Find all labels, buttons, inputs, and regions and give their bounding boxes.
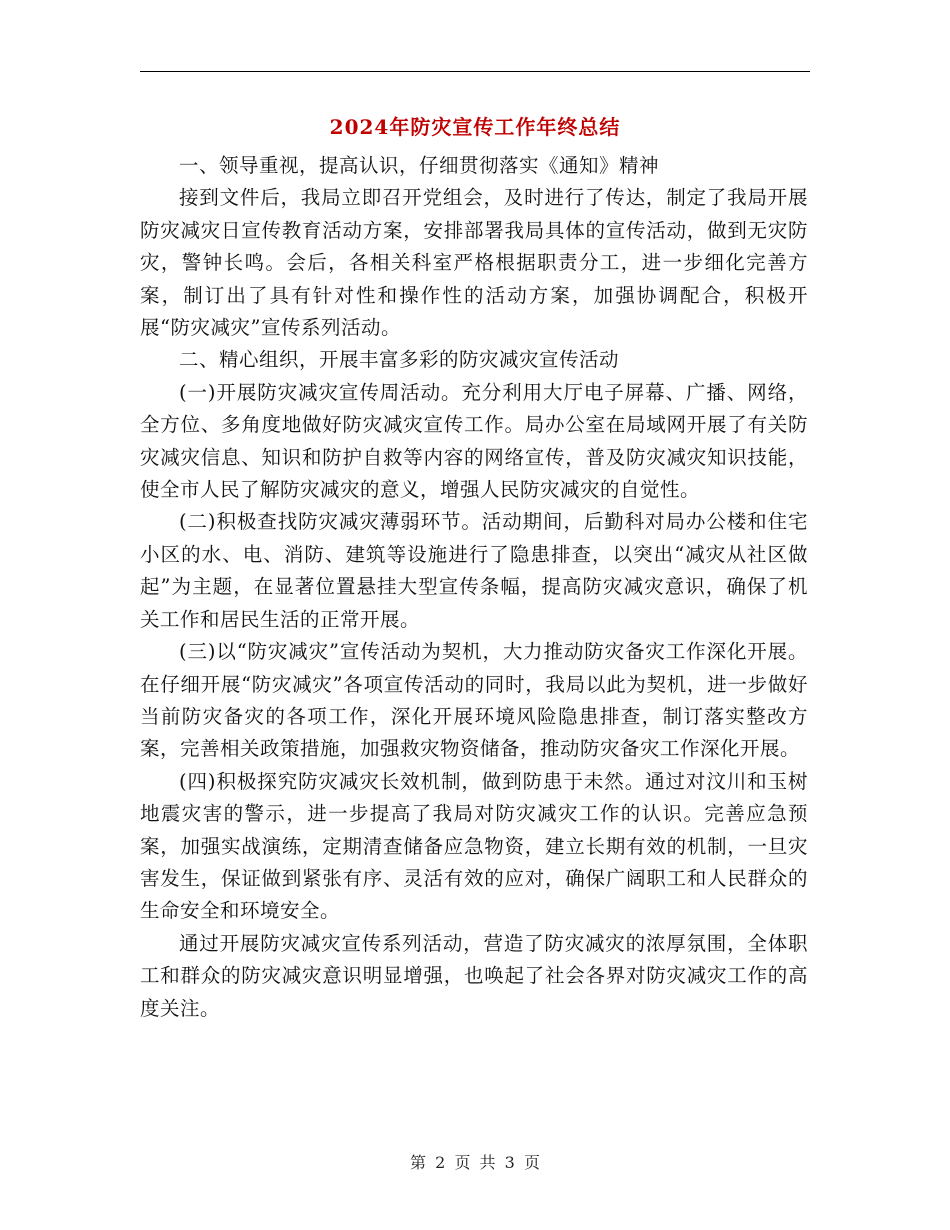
paragraph: (四)积极探究防灾减灾长效机制，做到防患于未然。通过对汶川和玉树地震灾害的警示，进一步提高了我局对防灾减灾工作的认识。完善应急预案，加强实战演练，定期清查储备应急物资，建立长期有效的机制，一旦灾害发生，保证做到紧张有序、灵活有效的应对，确保广阔职工和人民群众的生命安全和环境安全。	[140, 769, 808, 923]
header-rule	[140, 71, 810, 72]
footer-total-prefix: 共	[479, 1153, 496, 1172]
closing-paragraph: 通过开展防灾减灾宣传系列活动，营造了防灾减灾的浓厚氛围，全体职工和群众的防灾减灾意识明显增强，也唤起了社会各界对防灾减灾工作的高度关注。	[140, 931, 808, 1020]
footer-total-pages: 3	[504, 1153, 515, 1172]
paragraph: (一)开展防灾减灾宣传周活动。充分利用大厅电子屏幕、广播、网络，全方位、多角度地做好防灾减灾宣传工作。局办公室在局域网开展了有关防灾减灾信息、知识和防护自救等内容的网络宣传，普及防灾减灾知识技能，使全市人民了解防灾减灾的意义，增强人民防灾减灾的自觉性。	[140, 380, 808, 502]
paragraph: 接到文件后，我局立即召开党组会，及时进行了传达，制定了我局开展防灾减灾日宣传教育活动方案，安排部署我局具体的宣传活动，做到无灾防灾，警钟长鸣。会后，各相关科室严格根据职责分工，进一步细化完善方案，制订出了具有针对性和操作性的活动方案，加强协调配合，积极开展“防灾减灾”宣传系列活动。	[140, 186, 808, 340]
paragraph: (三)以“防灾减灾”宣传活动为契机，大力推动防灾备灾工作深化开展。在仔细开展“防灾减灾”各项宣传活动的同时，我局以此为契机，进一步做好当前防灾备灾的各项工作，深化开展环境风险隐患排查，制订落实整改方案，完善相关政策措施，加强救灾物资储备，推动防灾备灾工作深化开展。	[140, 640, 808, 761]
section-heading-2: 二、精心组织，开展丰富多彩的防灾减灾宣传活动	[179, 348, 620, 372]
section-heading-1: 一、领导重视，提高认识，仔细贯彻落实《通知》精神	[179, 154, 660, 177]
document-title: 2024年防灾宣传工作年终总结	[329, 115, 621, 139]
footer-suffix: 页	[523, 1153, 540, 1172]
paragraph: (二)积极查找防灾减灾薄弱环节。活动期间，后勤科对局办公楼和住宅小区的水、电、消防、建筑等设施进行了隐患排查，以突出“减灾从社区做起”为主题，在显著位置悬挂大型宣传条幅，提高防灾减灾意识，确保了机关工作和居民生活的正常开展。	[140, 510, 808, 631]
footer-prefix: 第	[410, 1153, 427, 1172]
page-footer	[0, 1152, 950, 1174]
document-body	[140, 150, 808, 1025]
footer-current-page: 2	[435, 1153, 446, 1172]
footer-page-word: 页	[454, 1153, 471, 1172]
